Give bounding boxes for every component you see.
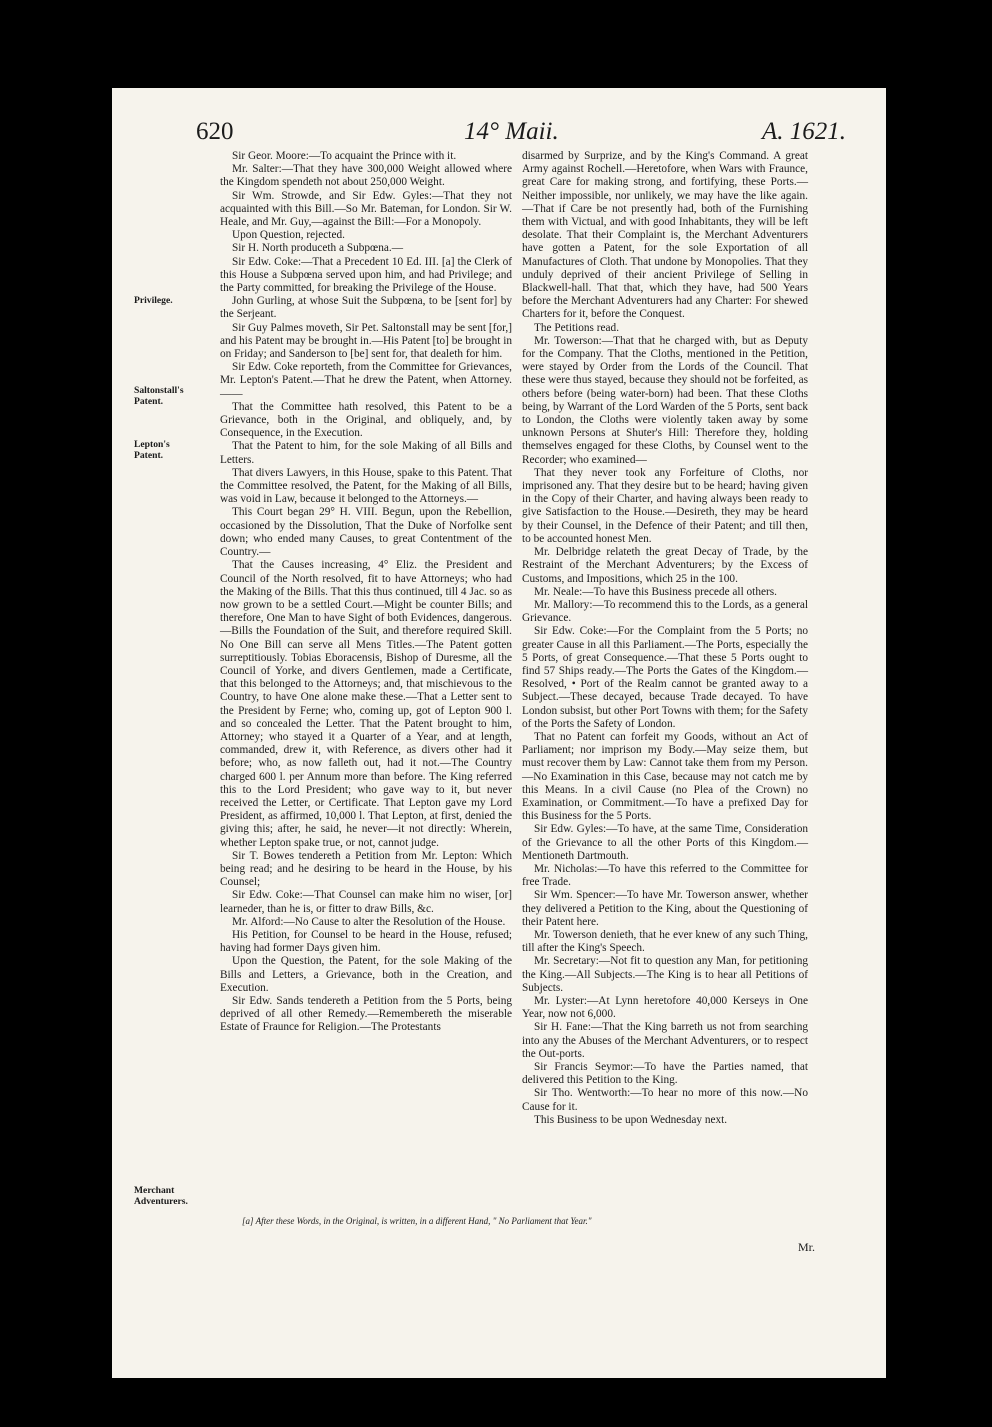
paragraph: Mr. Mallory:—To recommend this to the Lords, as a general Grievance.: [522, 598, 808, 625]
paragraph: That the Causes increasing, 4° Eliz. the President and Council of the North resolved, fit to have Attorneys; who had the Making of the Bills. That this thus continued, till 4 Jac. so as now grown to be a settled Court.—Might be counter Bills; and therefore, One Man to have Sight of both Evidences, dangerous.—Bills the Foundation of the Suit, and therefore required Skill. No One Bill can serve all Mens Titles.—The Patent gotten surreptitiously. Tobias Eboracensis, Bishop of Duresme, all the Council of Yorke, and divers Gentlemen, made a Certificate, that this belonged to the Attorneys; and, that mischievous to the Country, to have One alone make these.—That a Letter sent to the President by Ferne; who, coming up, got of Lepton 900 l. and so concealed the Letter. That the Patent brought to him, Attorney; who stayed it a Quarter of a Year, and at length, commanded, drew it, with Reference, as divers other had it before; who, as now falleth out, had it not.—The Country charged 600 l. per Annum more than before. The King referred this to the Lord President; who gave way to it, but never received the Letter, or Certificate. That Lepton gave my Lord President, as affirmed, 10,000 l. That Lepton, at first, denied the giving this; after, he said, he never—it not directly: Wherein, whether Lepton spake true, or not, cannot judge.: [220, 559, 512, 849]
margin-note-lepton: Lepton's Patent.: [134, 439, 170, 461]
paragraph: Sir Edw. Coke reporteth, from the Committee for Grievances, Mr. Lepton's Patent.—That he drew the Patent, when Attorney.——: [220, 361, 512, 400]
paragraph: Upon Question, rejected.: [232, 229, 345, 242]
paragraph: Mr. Towerson:—That that he charged with, but as Deputy for the Company. That the Cloths, mentioned in the Petition, were stayed by Order from the Lords of the Council. That these were thus stayed, because they should not be forfeited, as others before (being water-born) had been. That these Cloths being, by Warrant of the Lord Warden of the 5 Ports, sent back to London, the Cloths were violently taken away by some unknown Persons at Shuter's Hill: Therefore they, holding themselves engaged for these Cloths, by Counsel went to the Recorder; who examined—: [522, 334, 808, 466]
page-number: 620: [196, 118, 234, 145]
paragraph: disarmed by Surprize, and by the King's Command. A great Army against Rochell.—Heretofore, when Wars with Fraunce, great Care for making strong, and fortifying, these Ports.—Neither impossible, nor unlikely, we may have the like again.—That if Care be not presently had, both of the Furnishing them with Victual, and with good Inhabitants, they will be left desolate. That their Complaint is, the Merchant Adventurers have gotten a Patent, for the sole Exportation of all Manufactures of Cloth. That undone by Monopolies. That they unduly deprived of their ancient Privilege of Selling in Blackwell-hall. That that, which they have, had 500 Years before the Merchant Adventurers had any Charter: For shewed Charters for it, before the Conquest.: [522, 150, 808, 321]
page-date: 14° Maii.: [464, 118, 559, 145]
right-column: [522, 150, 808, 1127]
page-year: A. 1621.: [761, 118, 846, 145]
paragraph: Sir Guy Palmes moveth, Sir Pet. Saltonstall may be sent [for,] and his Patent may be brought in.—His Patent [to] be brought in on Friday; and Sanderson to [be] sent for, that dealeth for him.: [220, 321, 512, 361]
paragraph: That divers Lawyers, in this House, spake to this Patent. That the Committee resolved, the Patent, for the Making of all Bills, was void in Law, because it belonged to the Attorneys.—: [220, 466, 512, 506]
margin-note-privilege: Privilege.: [134, 295, 173, 306]
paragraph: Sir Geor. Moore:—To acquaint the Prince with it.: [232, 150, 457, 162]
paragraph: Mr. Towerson denieth, that he ever knew of any such Thing, till after the King's Speech.: [522, 928, 808, 955]
paragraph: That the Committee hath resolved, this Patent to be a Grievance, both in the Original, and obliquely, and, by Consequence, in the Execution.: [220, 400, 512, 440]
paragraph: This Court began 29° H. VIII. Begun, upon the Rebellion, occasioned by the Dissolution, That the Duke of Norfolke sent down; who ended many Causes, to great Contentment of the Country.—: [220, 506, 512, 559]
paragraph: That the Patent to him, for the sole Making of all Bills and Letters.: [220, 440, 512, 466]
paragraph: Mr. Lyster:—At Lynn heretofore 40,000 Kerseys in One Year, now not 6,000.: [522, 995, 808, 1021]
paragraph: Sir H. North produceth a Subpœna.—: [232, 242, 403, 255]
paragraph: Sir Francis Seymor:—To have the Parties named, that delivered this Petition to the King.: [522, 1061, 808, 1087]
paragraph: Mr. Nicholas:—To have this referred to the Committee for free Trade.: [522, 862, 808, 889]
paragraph: This Business to be upon Wednesday next.: [534, 1113, 728, 1126]
paragraph: Mr. Delbridge relateth the great Decay of Trade, by the Restraint of the Merchant Adventurers; by the Excess of Customs, and Impositions, which 25 in the 100.: [522, 546, 808, 585]
document-page: [112, 88, 886, 1378]
paragraph: His Petition, for Counsel to be heard in the House, refused; having had former Days given him.: [220, 928, 512, 955]
paragraph: John Gurling, at whose Suit the Subpœna, to be [sent for] by the Serjeant.: [220, 295, 512, 321]
paragraph: Sir H. Fane:—That the King barreth us not from searching into any the Abuses of the Merchant Adventurers, or to respect the Out-ports.: [522, 1021, 808, 1060]
margin-note-merchant: Merchant Adventurers.: [134, 1185, 188, 1207]
paragraph: The Petitions read.: [534, 321, 620, 334]
paragraph: That no Patent can forfeit my Goods, without an Act of Parliament; nor imprison my Body.—May seize them, but must recover them by Law: Cannot take them from my Person.—No Examination in this Case, because may not catch me by this Means. In a civil Cause (no Plea of the Crown) no Examination, or Commitment.—To have a prefixed Day for this Business for the 5 Ports.: [522, 730, 808, 823]
paragraph: Mr. Alford:—No Cause to alter the Resolution of the House.: [232, 915, 506, 928]
paragraph: Sir Edw. Coke:—For the Complaint from the 5 Ports; no greater Cause in all this Parliament.—The Ports, especially the 5 Ports, of great Consequence.—That these 5 Ports ought to find 57 Ships ready.—The Ports the Gates of the Kingdom.—Resolved, • Port of the Realm cannot be granted away to a Subject.—These decayed, because Trade decayed. To have London subsist, but other Port Towns with them; for the Safety of the Ports the Safety of London.: [522, 625, 808, 730]
paragraph: Mr. Neale:—To have this Business precede all others.: [534, 585, 777, 598]
paragraph: Sir Edw. Coke:—That Counsel can make him no wiser, [or] learneder, than he is, or fitter to draw Bills, &c.: [220, 889, 512, 915]
paragraph: Sir Edw. Sands tendereth a Petition from the 5 Ports, being deprived of all other Remedy.—Remembereth the miserable Estate of Fraunce for Religion.—The Protestants: [220, 995, 512, 1034]
paragraph: Sir Wm. Strowde, and Sir Edw. Gyles:—That they not acquainted with this Bill.—So Mr. Bateman, for London. Sir W. Heale, and Mr. Guy,—against the Bill:—For a Monopoly.: [220, 189, 512, 229]
footnote: [a] After these Words, in the Original, is written, in a different Hand, " No Parliament that Year.": [242, 1216, 592, 1226]
paragraph: Sir Tho. Wentworth:—To hear no more of this now.—No Cause for it.: [522, 1087, 808, 1113]
paragraph: Sir Wm. Spencer:—To have Mr. Towerson answer, whether they delivered a Petition to the King, about the Questioning of their Patent here.: [522, 889, 808, 928]
paragraph: Sir Edw. Gyles:—To have, at the same Time, Consideration of the Grievance to all the other Ports of this Kingdom.—Mentioneth Dartmouth.: [522, 823, 808, 862]
paragraph: That they never took any Forfeiture of Cloths, nor imprisoned any. That they desire but to be heard; having given in the Copy of their Charter, and having always been ready to give Satisfaction to the House.—Desireth, they may be heard by their Counsel, in the Defence of their Patent; and till then, to be accounted honest Men.: [522, 466, 808, 545]
left-column: [220, 150, 512, 1035]
catchword: Mr.: [798, 1240, 816, 1254]
paragraph: Mr. Secretary:—Not fit to question any Man, for petitioning the King.—All Subjects.—The King is to hear all Petitions of Subjects.: [522, 955, 808, 994]
paragraph: Mr. Salter:—That they have 300,000 Weight allowed where the Kingdom spendeth not about 250,000 Weight.: [220, 163, 512, 189]
margin-note-saltonstall: Saltonstall's Patent.: [134, 385, 184, 407]
paragraph: Upon the Question, the Patent, for the sole Making of the Bills and Letters, a Grievance, both in the Creation, and Execution.: [220, 955, 512, 994]
paragraph: Sir T. Bowes tendereth a Petition from Mr. Lepton: Which being read; and he desiring to be heard in the House, by his Counsel;: [220, 849, 512, 889]
paragraph: Sir Edw. Coke:—That a Precedent 10 Ed. III. [a] the Clerk of this House a Subpœna served upon him, and had Privilege; and the Party committed, for breaking the Privilege of the House.: [220, 255, 512, 295]
